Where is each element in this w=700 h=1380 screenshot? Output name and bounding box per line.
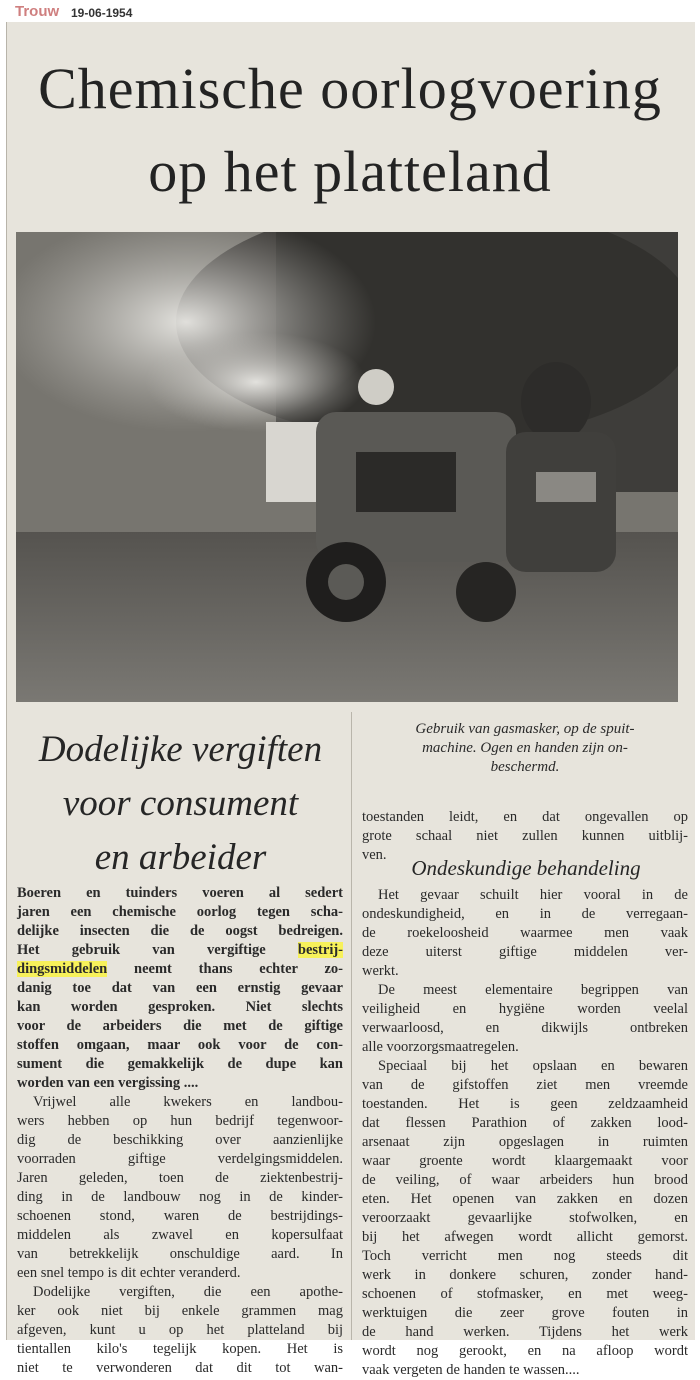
text-line: grote schaal niet zullen kunnen uitblij- [362,828,688,844]
text-line: arsenaat zijn opgeslagen in ruimten [362,1134,688,1150]
text-line: voor de arbeiders die met de giftige [17,1018,343,1034]
caption-line: Gebruik van gasmasker, op de spuit- [415,721,635,737]
text-line: delijke insecten die de oogst bedreigen. [17,923,343,939]
text-line: niet te verwonderen dat dit tot wan- [17,1360,343,1376]
text-line: ven. [362,847,387,863]
text-line: afgeven, kunt u op het platteland bij [17,1322,343,1338]
text-line: schoenen of stofmasker, en met weeg- [362,1286,688,1302]
text-line: ding in de landbouw nog in de kinder- [17,1189,343,1205]
text-line: toestanden leidt, en dat ongevallen op [362,809,688,825]
text-line: de roekeloosheid waarmee men vaak [362,925,688,941]
text-line: een snel tempo is dit echter veranderd. [17,1265,241,1281]
text-line: veiligheid en hygiëne worden veelal [362,1001,688,1017]
text-line: alle voorzorgsmaatregelen. [362,1039,519,1055]
text-line: toestanden. Het is geen zeldzaamheid [362,1096,688,1112]
text-line: de hand werken. Tijdens het werk [362,1324,688,1340]
top-bar [0,0,700,22]
text-line: werk in donkere schuren, zonder hand- [362,1267,688,1283]
text-line: jaren een chemische oorlog tegen scha- [17,904,343,920]
text-line: vaak vergeten de handen te wassen.... [362,1362,580,1378]
text-line: bij het afwegen wordt allicht gemorst. [362,1229,688,1245]
text-line: veroorzaakt gevaarlijke stofwolken, en [362,1210,688,1226]
right-column-body [362,886,688,1380]
text-line: Het gevaar schuilt hier vooral in de [378,887,688,903]
caption-line: machine. Ogen en handen zijn on- [422,740,628,756]
text-line: sument die gemakkelijk de dupe kan [17,1056,343,1072]
column-divider [351,712,352,1340]
subheadline-line-1: Dodelijke vergiften [38,729,323,770]
text-line: deze uiterst giftige middelen ver- [362,944,688,960]
body-paragraphs [17,1093,343,1378]
text-line: stoffen omgaan, maar ook voor de con- [17,1037,343,1053]
text-line: werktuigen die zeer grove fouten in [362,1305,688,1321]
text-line: eten. Het openen van zakken en dozen [362,1191,688,1207]
text-line: van betrekkelijk onschuldige aard. In [17,1246,343,1262]
text-line: ker ook niet bij enkele grammen mag [17,1303,343,1319]
subheadline-line-3: en arbeider [94,837,267,878]
text-line: de veiling, of waar arbeiders hun brood [362,1172,688,1188]
text-line: Vrijwel alle kwekers en landbou- [33,1094,343,1110]
left-column [17,884,343,1378]
text-line: ondeskundigheid, en in de verregaan- [362,906,688,922]
text-line: De meest elementaire begrippen van [378,982,688,998]
text-line: Jaren geleden, toen de ziektenbestrij- [17,1170,343,1186]
text-line [17,941,343,960]
highlighted-word-continued: dingsmiddelen [17,961,108,977]
text-line: worden van een vergissing .... [17,1075,199,1091]
section-subhead: Ondeskundige behandeling [411,856,641,880]
subheadline-line-2: voor consument [62,783,299,824]
headline-line-1: Chemische oorlogvoering [38,56,662,121]
text-line: voorraden giftige verdelgingsmiddelen. [17,1151,343,1167]
highlighted-word: bestrij- [297,942,343,958]
text-fragment: Het gebruik van vergiftige [17,942,298,958]
text-line: werkt. [362,963,399,979]
text-line: dat flessen Parathion of zakken lood- [362,1115,688,1131]
photo-caption [360,720,690,777]
text-line: wers hebben op hun bedrijf tegenwoor- [17,1113,343,1129]
text-line: schoenen stond, waren de bestrijdings- [17,1208,343,1224]
text-line: Speciaal bij het opslaan en bewaren [378,1058,688,1074]
text-line: Boeren en tuinders voeren al sedert [17,885,343,901]
text-fragment: neemt thans echter zo- [107,961,343,977]
caption-line: beschermd. [490,759,560,775]
newspaper-source: Trouw [15,3,60,20]
article-photo [16,232,678,702]
photo-sprayer-machine-illustration [16,232,678,702]
text-line: dig de beschikking over aanzienlijke [17,1132,343,1148]
text-line: Toch verricht men nog steeds dit [362,1248,688,1264]
text-line: Dodelijke vergiften, die een apothe- [33,1284,343,1300]
text-line: kan worden gesproken. Niet slechts [17,999,343,1015]
publication-date: 19-06-1954 [71,6,133,20]
headline-line-2: op het platteland [148,139,552,204]
text-line: middelen als zwavel en kopersulfaat [17,1227,343,1243]
text-line: tientallen kilo's tegelijk kopen. Het is [17,1341,343,1357]
text-line: wordt nog gerookt, en na afloop wordt [362,1343,688,1359]
intro-paragraph [17,884,343,1093]
text-line: waar groente wordt klaargemaakt voor [362,1153,688,1169]
text-line: verwaarloosd, en dikwijls ontbreken [362,1020,688,1036]
text-line [17,960,343,979]
text-line: van de gifstoffen ziet men vreemde [362,1077,688,1093]
text-line: danig toe dat van een ernstig gevaar [17,980,343,996]
